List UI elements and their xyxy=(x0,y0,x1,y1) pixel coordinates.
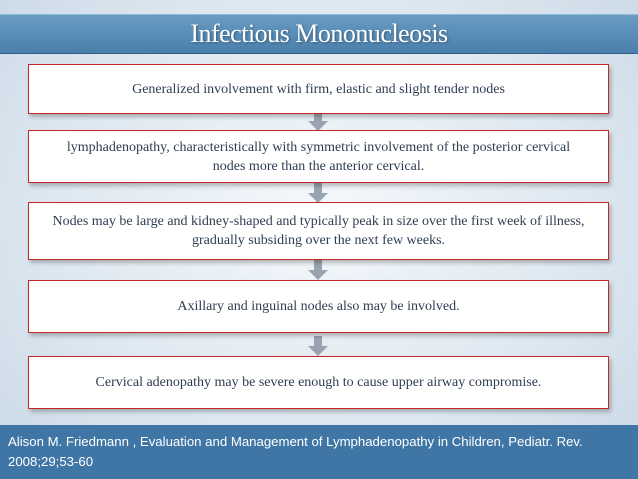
down-arrow-icon xyxy=(308,183,328,203)
down-arrow-icon xyxy=(308,111,328,131)
flow-step-5 xyxy=(28,356,609,409)
flow-step-text: Nodes may be large and kidney-shaped and typically peak in size over the first week of illness, gradually subsiding over the next few weeks. xyxy=(52,214,585,248)
down-arrow-icon xyxy=(308,336,328,356)
flow-step-text: Generalized involvement with firm, elastic and slight tender nodes xyxy=(132,81,505,97)
title-bar xyxy=(0,14,638,54)
citation-text: Alison M. Friedmann , Evaluation and Management of Lymphadenopathy in Children, Pediatr. Rev. 2008;29;53-60 xyxy=(8,434,583,469)
down-arrow-icon xyxy=(308,260,328,280)
flow-step-3 xyxy=(28,202,609,260)
flow-step-2 xyxy=(28,130,609,183)
flow-step-text: lymphadenopathy, characteristically with symmetric involvement of the posterior cervical nodes more than the anterior cervical. xyxy=(66,139,571,174)
citation-footer xyxy=(0,425,638,479)
flow-step-text: Cervical adenopathy may be severe enough to cause upper airway compromise. xyxy=(95,375,542,390)
flow-step-1 xyxy=(28,64,609,114)
flow-step-4 xyxy=(28,280,609,333)
flow-step-text: Axillary and inguinal nodes also may be involved. xyxy=(177,299,460,314)
slide-title: Infectious Mononucleosis xyxy=(190,19,448,48)
